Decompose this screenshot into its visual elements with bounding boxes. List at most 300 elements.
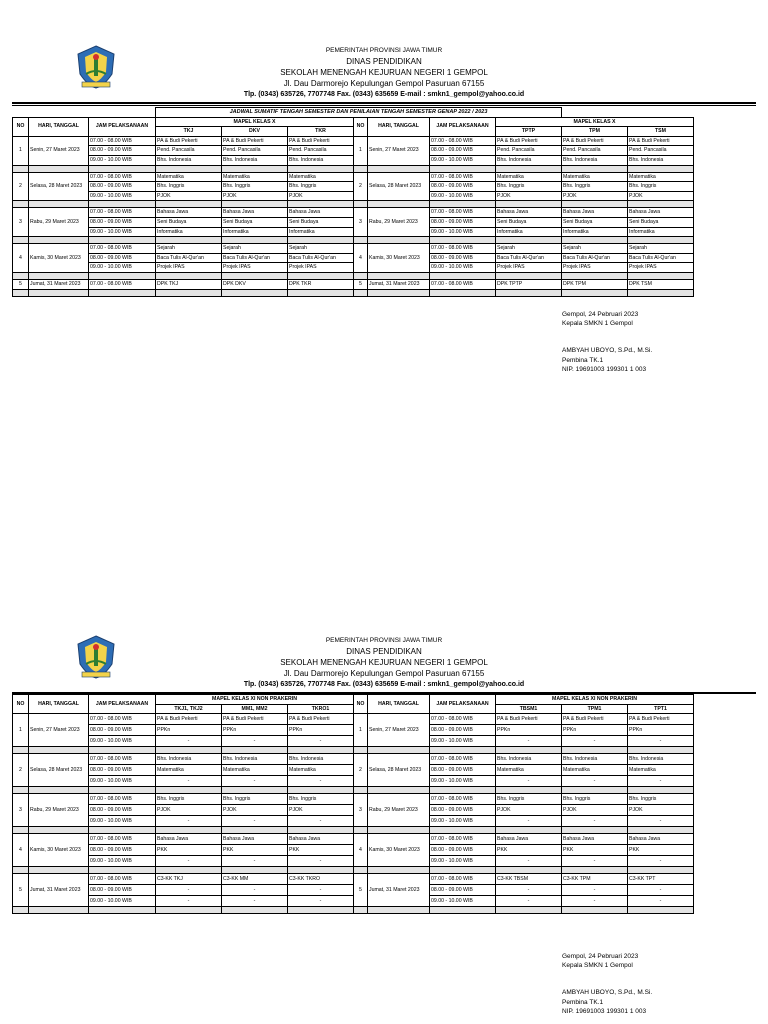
table-row [13, 146, 694, 156]
subject-cell: - [496, 896, 562, 907]
subject-cell: C3-KK MM [222, 874, 288, 885]
subject-cell: - [222, 896, 288, 907]
separator-cell [29, 165, 89, 172]
separator-cell [13, 867, 29, 874]
subject-cell: PKK [496, 845, 562, 856]
separator-cell [562, 867, 628, 874]
subject-cell: Informatika [628, 227, 694, 237]
time-slot: 09.00 - 10.00 WIB [89, 776, 156, 787]
time-slot: 07.00 - 08.00 WIB [430, 834, 496, 845]
table-row [13, 754, 694, 765]
time-slot: 09.00 - 10.00 WIB [89, 191, 156, 201]
subject-cell: Bhs. Inggris [496, 182, 562, 192]
time-slot: 09.00 - 10.00 WIB [430, 227, 496, 237]
col-class: TBSM1 [496, 704, 562, 714]
signature-name: AMBYAH UBOYO, S.Pd., M.Si. [562, 989, 653, 997]
letterhead [12, 635, 756, 690]
subject-cell: C3-KK TPM [562, 874, 628, 885]
subject-cell: Matematika [288, 172, 354, 182]
separator-cell [562, 165, 628, 172]
time-slot: 08.00 - 09.00 WIB [430, 725, 496, 736]
separator-cell [628, 787, 694, 794]
table-row [13, 714, 694, 725]
subject-cell: Baca Tulis Al-Qur'an [156, 253, 222, 263]
separator-cell [368, 747, 430, 754]
subject-cell: Bahasa Jawa [288, 834, 354, 845]
subject-cell: C3-KK TPT [628, 874, 694, 885]
time-slot: 09.00 - 10.00 WIB [430, 856, 496, 867]
separator-cell [156, 787, 222, 794]
separator-cell [496, 907, 562, 914]
signature-nip: NIP. 19691003 199301 1 003 [562, 1007, 647, 1015]
subject-cell: C3-KK TKRO [288, 874, 354, 885]
time-slot: 08.00 - 09.00 WIB [89, 253, 156, 263]
day-date: Kamis, 30 Maret 2023 [368, 244, 430, 273]
subject-cell: Projek IPAS [288, 263, 354, 273]
table-row [13, 217, 694, 227]
subject-cell: PA & Budi Pekerti [496, 136, 562, 146]
separator-cell [288, 289, 354, 296]
col-no: NO [354, 695, 368, 714]
separator-cell [562, 827, 628, 834]
subject-cell: Seni Budaya [628, 217, 694, 227]
day-date: Senin, 27 Maret 2023 [29, 136, 89, 165]
subject-cell: - [288, 896, 354, 907]
separator-cell [628, 272, 694, 279]
separator-cell [29, 907, 89, 914]
separator-cell [288, 165, 354, 172]
subject-cell: PJOK [156, 805, 222, 816]
subject-cell: PPKn [156, 725, 222, 736]
letterhead-agency: DINAS PENDIDIKAN [346, 57, 422, 66]
subject-cell: PJOK [628, 805, 694, 816]
separator-cell [222, 747, 288, 754]
subject-cell: - [156, 885, 222, 896]
day-date: Selasa, 28 Maret 2023 [29, 754, 89, 787]
time-slot: 08.00 - 09.00 WIB [89, 845, 156, 856]
separator-cell [354, 201, 368, 208]
separator-cell [430, 272, 496, 279]
subject-cell: Seni Budaya [288, 217, 354, 227]
subject-cell: PJOK [288, 191, 354, 201]
separator-cell [368, 289, 430, 296]
time-slot: 09.00 - 10.00 WIB [430, 776, 496, 787]
day-number: 3 [13, 794, 29, 827]
separator-cell [496, 747, 562, 754]
separator-cell [368, 867, 430, 874]
table-row [13, 794, 694, 805]
day-number: 4 [13, 244, 29, 273]
separator-cell [288, 201, 354, 208]
time-slot: 08.00 - 09.00 WIB [430, 253, 496, 263]
separator-cell [628, 289, 694, 296]
table-row [13, 172, 694, 182]
separator-cell [156, 237, 222, 244]
day-separator [13, 907, 694, 914]
subject-cell: Seni Budaya [222, 217, 288, 227]
subject-cell: PA & Budi Pekerti [222, 714, 288, 725]
time-slot: 09.00 - 10.00 WIB [430, 816, 496, 827]
day-number: 2 [354, 754, 368, 787]
col-class: TKJ1, TKJ2 [156, 704, 222, 714]
subject-cell: Bahasa Jawa [156, 208, 222, 218]
subject-cell: PA & Budi Pekerti [562, 136, 628, 146]
separator-cell [156, 867, 222, 874]
separator-cell [29, 237, 89, 244]
day-separator [13, 827, 694, 834]
subject-cell: PA & Budi Pekerti [496, 714, 562, 725]
day-number: 2 [13, 754, 29, 787]
separator-cell [628, 237, 694, 244]
time-slot: 08.00 - 09.00 WIB [430, 217, 496, 227]
separator-cell [368, 201, 430, 208]
subject-cell: Baca Tulis Al-Qur'an [288, 253, 354, 263]
subject-cell: - [562, 816, 628, 827]
subject-cell: Projek IPAS [562, 263, 628, 273]
table-row [13, 736, 694, 747]
col-class: TSM [628, 127, 694, 137]
separator-cell [222, 237, 288, 244]
separator-cell [496, 787, 562, 794]
subject-cell: C3-KK TKJ [156, 874, 222, 885]
letterhead-contact: Tlp. (0343) 635726, 7707748 Fax. (0343) 635659 E-mail : smkn1_gempol@yahoo.co.id [243, 681, 525, 688]
subject-cell: Sejarah [222, 244, 288, 254]
day-date: Rabu, 29 Maret 2023 [29, 208, 89, 237]
separator-cell [29, 867, 89, 874]
subject-cell: Matematika [156, 765, 222, 776]
subject-cell: Bahasa Jawa [562, 834, 628, 845]
signature-rank: Pembina TK.1 [562, 356, 604, 364]
subject-cell: Bahasa Jawa [222, 834, 288, 845]
separator-cell [156, 272, 222, 279]
time-slot: 07.00 - 08.00 WIB [430, 136, 496, 146]
subject-cell: PA & Budi Pekerti [288, 714, 354, 725]
subject-cell: - [562, 856, 628, 867]
subject-cell: Bhs. Inggris [562, 794, 628, 805]
signature-place-date: Gempol, 24 Pebruari 2023 [562, 953, 639, 960]
separator-cell [354, 747, 368, 754]
day-date: Kamis, 30 Maret 2023 [29, 244, 89, 273]
separator-cell [368, 237, 430, 244]
subject-cell: Bhs. Indonesia [562, 155, 628, 165]
day-date: Kamis, 30 Maret 2023 [368, 834, 430, 867]
day-date: Rabu, 29 Maret 2023 [368, 208, 430, 237]
time-slot: 09.00 - 10.00 WIB [430, 736, 496, 747]
subject-cell: PJOK [156, 191, 222, 201]
day-number: 1 [354, 136, 368, 165]
subject-cell: Bhs. Indonesia [156, 155, 222, 165]
day-date: Rabu, 29 Maret 2023 [368, 794, 430, 827]
subject-cell: Projek IPAS [628, 263, 694, 273]
table-row [13, 845, 694, 856]
day-date: Senin, 27 Maret 2023 [29, 714, 89, 747]
separator-cell [222, 165, 288, 172]
separator-cell [430, 747, 496, 754]
subject-cell: PJOK [496, 805, 562, 816]
subject-cell: Bhs. Inggris [288, 794, 354, 805]
col-group-left: MAPEL KELAS XI NON PRAKERIN [156, 695, 354, 705]
separator-cell [29, 289, 89, 296]
time-slot: 07.00 - 08.00 WIB [430, 172, 496, 182]
subject-cell: Informatika [288, 227, 354, 237]
subject-cell: - [628, 856, 694, 867]
subject-cell: PA & Budi Pekerti [222, 136, 288, 146]
col-class: MM1, MM2 [222, 704, 288, 714]
subject-cell: Matematika [628, 172, 694, 182]
subject-cell: - [288, 885, 354, 896]
time-slot: 08.00 - 09.00 WIB [89, 217, 156, 227]
separator-cell [222, 201, 288, 208]
table-row [13, 155, 694, 165]
separator-cell [29, 827, 89, 834]
subject-cell: - [496, 885, 562, 896]
separator-cell [89, 272, 156, 279]
col-group-right: MAPEL KELAS XI NON PRAKERIN [496, 695, 694, 705]
col-day: HARI, TANGGAL [29, 117, 89, 136]
separator-cell [29, 747, 89, 754]
separator-cell [89, 787, 156, 794]
time-slot: 07.00 - 08.00 WIB [89, 834, 156, 845]
subject-cell: PJOK [562, 191, 628, 201]
separator-cell [354, 787, 368, 794]
separator-cell [222, 272, 288, 279]
separator-cell [368, 787, 430, 794]
day-date: Rabu, 29 Maret 2023 [29, 794, 89, 827]
separator-cell [89, 201, 156, 208]
separator-cell [89, 827, 156, 834]
separator-cell [13, 827, 29, 834]
col-group-right: MAPEL KELAS X [496, 117, 694, 127]
table-row [13, 725, 694, 736]
day-date: Kamis, 30 Maret 2023 [29, 834, 89, 867]
time-slot: 08.00 - 09.00 WIB [430, 182, 496, 192]
separator-cell [496, 272, 562, 279]
day-separator [13, 747, 694, 754]
subject-cell: PJOK [562, 805, 628, 816]
table-row [13, 765, 694, 776]
day-number: 1 [13, 136, 29, 165]
table-title: JADWAL SUMATIF TENGAH SEMESTER DAN PENILAIAN TENGAH SEMESTER GENAP 2022 / 2023 [156, 108, 562, 118]
subject-cell: PPKn [562, 725, 628, 736]
separator-cell [222, 907, 288, 914]
subject-cell: Bahasa Jawa [628, 834, 694, 845]
subject-cell: Bhs. Indonesia [628, 754, 694, 765]
separator-cell [354, 827, 368, 834]
subject-cell: Bhs. Inggris [156, 794, 222, 805]
signature-role: Kepala SMKN 1 Gempol [562, 962, 633, 970]
separator-cell [628, 165, 694, 172]
separator-cell [222, 289, 288, 296]
day-separator [13, 272, 694, 279]
letterhead-agency: DINAS PENDIDIKAN [346, 647, 422, 656]
separator-cell [29, 272, 89, 279]
day-separator [13, 787, 694, 794]
day-date: Selasa, 28 Maret 2023 [29, 172, 89, 201]
table-row [13, 816, 694, 827]
separator-cell [13, 289, 29, 296]
subject-cell: Bhs. Inggris [628, 794, 694, 805]
table-row [13, 834, 694, 845]
separator-cell [288, 272, 354, 279]
subject-cell: C3-KK TBSM [496, 874, 562, 885]
subject-cell: Bhs. Inggris [562, 182, 628, 192]
separator-cell [288, 237, 354, 244]
subject-cell: - [562, 736, 628, 747]
day-number: 5 [13, 279, 29, 289]
table-row [13, 253, 694, 263]
time-slot: 07.00 - 08.00 WIB [430, 754, 496, 765]
letterhead-address: Jl. Dau Darmorejo Kepulungan Gempol Pasuruan 67155 [283, 669, 485, 678]
subject-cell: Bhs. Indonesia [288, 155, 354, 165]
time-slot: 07.00 - 08.00 WIB [430, 279, 496, 289]
col-time: JAM PELAKSANAAN [430, 117, 496, 136]
separator-cell [496, 867, 562, 874]
subject-cell: DPK TPTP [496, 279, 562, 289]
subject-cell: - [628, 896, 694, 907]
separator-cell [368, 272, 430, 279]
separator-cell [288, 787, 354, 794]
separator-cell [156, 827, 222, 834]
separator-cell [288, 907, 354, 914]
letterhead-school: SEKOLAH MENENGAH KEJURUAN NEGERI 1 GEMPOL [280, 658, 488, 667]
signature-rank: Pembina TK.1 [562, 998, 604, 1006]
separator-cell [628, 747, 694, 754]
separator-cell [89, 747, 156, 754]
subject-cell: Projek IPAS [156, 263, 222, 273]
day-number: 4 [354, 244, 368, 273]
subject-cell: - [222, 736, 288, 747]
table-row [13, 208, 694, 218]
separator-cell [354, 289, 368, 296]
day-number: 3 [354, 208, 368, 237]
subject-cell: - [156, 896, 222, 907]
separator-cell [354, 165, 368, 172]
subject-cell: - [156, 816, 222, 827]
subject-cell: - [562, 885, 628, 896]
subject-cell: Sejarah [562, 244, 628, 254]
subject-cell: Sejarah [156, 244, 222, 254]
separator-cell [288, 747, 354, 754]
subject-cell: Matematika [562, 765, 628, 776]
col-group-left: MAPEL KELAS X [156, 117, 354, 127]
day-number: 5 [354, 874, 368, 907]
separator-cell [430, 237, 496, 244]
signature-block [562, 952, 652, 1016]
subject-cell: PA & Budi Pekerti [562, 714, 628, 725]
table-row [13, 227, 694, 237]
subject-cell: - [222, 816, 288, 827]
subject-cell: - [628, 736, 694, 747]
subject-cell: - [222, 856, 288, 867]
separator-cell [156, 165, 222, 172]
separator-cell [89, 907, 156, 914]
separator-cell [496, 165, 562, 172]
time-slot: 08.00 - 09.00 WIB [89, 765, 156, 776]
separator-cell [89, 165, 156, 172]
separator-cell [156, 907, 222, 914]
time-slot: 08.00 - 09.00 WIB [89, 885, 156, 896]
day-date: Jumat, 31 Maret 2023 [368, 874, 430, 907]
subject-cell: Seni Budaya [496, 217, 562, 227]
time-slot: 08.00 - 09.00 WIB [430, 765, 496, 776]
day-separator [13, 165, 694, 172]
separator-cell [562, 747, 628, 754]
subject-cell: Matematika [222, 765, 288, 776]
separator-cell [562, 907, 628, 914]
table-row [13, 136, 694, 146]
subject-cell: - [288, 736, 354, 747]
separator-cell [628, 201, 694, 208]
col-class: TPM1 [562, 704, 628, 714]
subject-cell: PA & Budi Pekerti [628, 136, 694, 146]
day-number: 5 [354, 279, 368, 289]
col-time: JAM PELAKSANAAN [89, 117, 156, 136]
letterhead-government: PEMERINTAH PROVINSI JAWA TIMUR [325, 47, 443, 54]
schedule-table-kelas-xi [12, 694, 694, 914]
subject-cell: PA & Budi Pekerti [156, 136, 222, 146]
col-class: TPT1 [628, 704, 694, 714]
table-row [13, 856, 694, 867]
letterhead-rule [12, 102, 756, 104]
col-class: TPTP [496, 127, 562, 137]
subject-cell: - [562, 896, 628, 907]
subject-cell: Informatika [222, 227, 288, 237]
time-slot: 08.00 - 09.00 WIB [89, 805, 156, 816]
letterhead-school: SEKOLAH MENENGAH KEJURUAN NEGERI 1 GEMPOL [280, 68, 488, 77]
separator-cell [288, 867, 354, 874]
time-slot: 07.00 - 08.00 WIB [430, 208, 496, 218]
separator-cell [562, 787, 628, 794]
subject-cell: Baca Tulis Al-Qur'an [562, 253, 628, 263]
day-separator [13, 867, 694, 874]
subject-cell: Baca Tulis Al-Qur'an [628, 253, 694, 263]
day-number: 5 [13, 874, 29, 907]
subject-cell: Pend. Pancasila [288, 146, 354, 156]
day-date: Jumat, 31 Maret 2023 [29, 874, 89, 907]
subject-cell: PJOK [222, 191, 288, 201]
day-date: Senin, 27 Maret 2023 [368, 714, 430, 747]
time-slot: 07.00 - 08.00 WIB [89, 208, 156, 218]
separator-cell [156, 747, 222, 754]
separator-cell [222, 827, 288, 834]
time-slot: 07.00 - 08.00 WIB [89, 794, 156, 805]
subject-cell: - [156, 776, 222, 787]
subject-cell: Bhs. Inggris [222, 794, 288, 805]
subject-cell: - [496, 736, 562, 747]
day-separator [13, 237, 694, 244]
time-slot: 08.00 - 09.00 WIB [430, 885, 496, 896]
separator-cell [13, 237, 29, 244]
signature-role: Kepala SMKN 1 Gempol [562, 320, 633, 328]
separator-cell [628, 907, 694, 914]
time-slot: 07.00 - 08.00 WIB [89, 754, 156, 765]
subject-cell: Bhs. Inggris [496, 794, 562, 805]
separator-cell [89, 289, 156, 296]
schedule-table-kelas-x [12, 107, 694, 297]
subject-cell: - [628, 776, 694, 787]
col-day: HARI, TANGGAL [29, 695, 89, 714]
separator-cell [89, 237, 156, 244]
subject-cell: Bahasa Jawa [156, 834, 222, 845]
separator-cell [89, 867, 156, 874]
subject-cell: Informatika [496, 227, 562, 237]
subject-cell: PA & Budi Pekerti [628, 714, 694, 725]
time-slot: 07.00 - 08.00 WIB [89, 172, 156, 182]
separator-cell [156, 289, 222, 296]
subject-cell: Bahasa Jawa [222, 208, 288, 218]
subject-cell: Pend. Pancasila [496, 146, 562, 156]
table-row [13, 191, 694, 201]
